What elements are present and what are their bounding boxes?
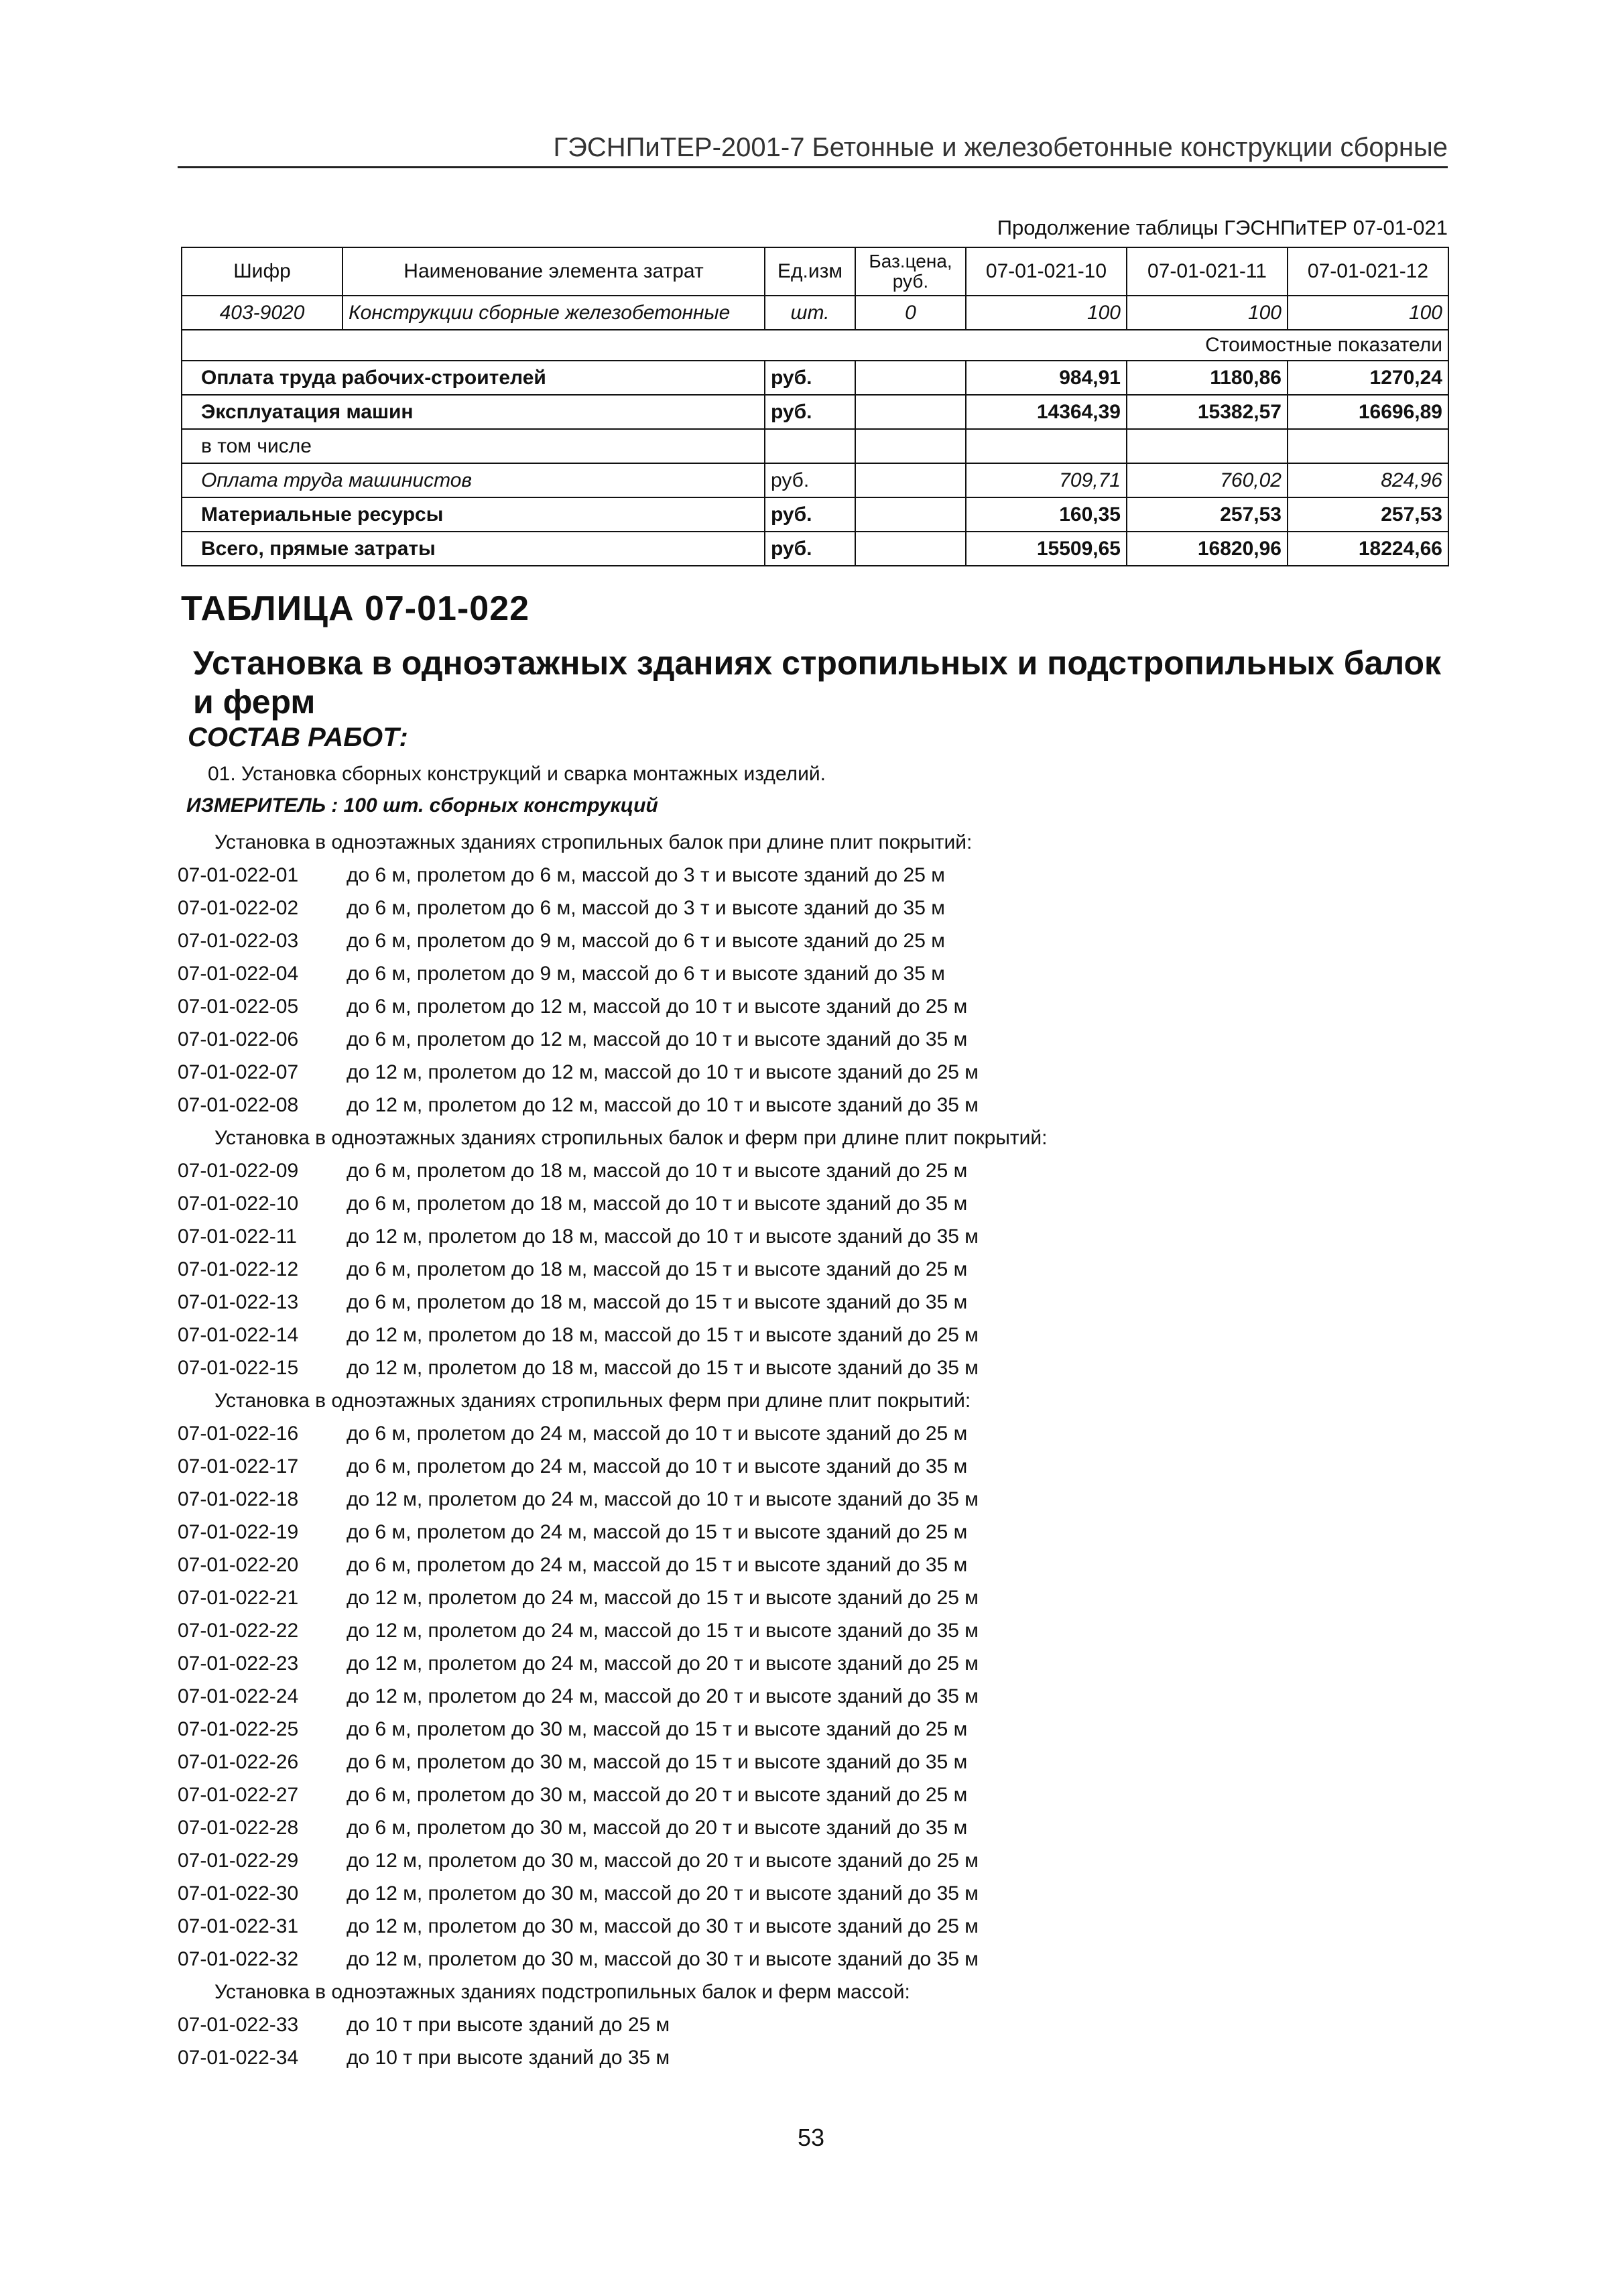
norm-description: до 10 т при высоте зданий до 35 м (347, 2047, 670, 2069)
row-unit: руб. (765, 395, 855, 429)
norm-code: 07-01-022-09 (178, 1160, 299, 1182)
header-col-1: 07-01-021-10 (966, 247, 1127, 296)
norm-row (178, 1811, 1451, 1844)
norm-row (178, 1614, 1451, 1647)
row-unit: руб. (765, 361, 855, 395)
section-row (182, 330, 1448, 361)
norm-description: до 6 м, пролетом до 30 м, массой до 20 т и высоте зданий до 35 м (347, 1817, 968, 1839)
row-c1: 709,71 (966, 463, 1127, 497)
table-row (182, 532, 1448, 566)
norm-row (178, 892, 1451, 924)
norm-row (178, 1844, 1451, 1877)
norm-row (178, 1351, 1451, 1384)
norm-code: 07-01-022-25 (178, 1718, 299, 1740)
header-name: Наименование элемента затрат (342, 247, 765, 296)
norm-row (178, 924, 1451, 957)
norm-code: 07-01-022-17 (178, 1455, 299, 1477)
norm-description: до 6 м, пролетом до 9 м, массой до 6 т и высоте зданий до 25 м (347, 930, 945, 952)
row-base (855, 429, 966, 463)
norm-description: до 6 м, пролетом до 18 м, массой до 15 т и высоте зданий до 35 м (347, 1291, 968, 1313)
row-c1: 160,35 (966, 497, 1127, 532)
norm-description: до 6 м, пролетом до 18 м, массой до 10 т и высоте зданий до 35 м (347, 1193, 968, 1215)
norm-row (178, 1778, 1451, 1811)
norm-row (178, 1253, 1451, 1286)
group-heading: Установка в одноэтажных зданиях стропильных ферм при длине плит покрытий: (214, 1390, 971, 1412)
norm-row (178, 1647, 1451, 1680)
norm-row (178, 1220, 1451, 1253)
material-unit: шт. (765, 296, 855, 330)
norm-row (178, 1319, 1451, 1351)
row-c1: 15509,65 (966, 532, 1127, 566)
norm-code: 07-01-022-26 (178, 1751, 299, 1773)
norm-code: 07-01-022-05 (178, 995, 299, 1018)
norm-code: 07-01-022-32 (178, 1948, 299, 1970)
row-base (855, 532, 966, 566)
norm-row (178, 1450, 1451, 1483)
norm-row (178, 859, 1451, 892)
continuation-caption: Продолжение таблицы ГЭСНПиТЕР 07-01-021 (997, 216, 1448, 239)
row-c1: 984,91 (966, 361, 1127, 395)
norm-code: 07-01-022-10 (178, 1193, 299, 1215)
norm-description: до 12 м, пролетом до 24 м, массой до 20 т и высоте зданий до 35 м (347, 1685, 979, 1707)
table-header-row (182, 247, 1448, 296)
norm-row (178, 1680, 1451, 1713)
norm-description: до 6 м, пролетом до 24 м, массой до 15 т и высоте зданий до 35 м (347, 1554, 968, 1576)
row-c3: 824,96 (1288, 463, 1448, 497)
material-code: 403-9020 (182, 296, 342, 330)
norm-description: до 6 м, пролетом до 12 м, массой до 10 т и высоте зданий до 35 м (347, 1028, 968, 1050)
norm-code: 07-01-022-20 (178, 1554, 299, 1576)
header-col-2: 07-01-021-11 (1127, 247, 1288, 296)
norm-description: до 12 м, пролетом до 30 м, массой до 20 т и высоте зданий до 25 м (347, 1850, 979, 1872)
row-name: Всего, прямые затраты (182, 532, 765, 566)
norm-row (178, 1187, 1451, 1220)
norm-description: до 6 м, пролетом до 6 м, массой до 3 т и высоте зданий до 35 м (347, 897, 945, 919)
material-base-price: 0 (855, 296, 966, 330)
norm-row (178, 1154, 1451, 1187)
norm-description: до 6 м, пролетом до 18 м, массой до 15 т и высоте зданий до 25 м (347, 1258, 968, 1280)
row-base (855, 395, 966, 429)
norm-code: 07-01-022-07 (178, 1061, 299, 1083)
norm-row (178, 2008, 1451, 2041)
header-unit: Ед.изм (765, 247, 855, 296)
norm-code: 07-01-022-21 (178, 1587, 299, 1609)
row-c1: 14364,39 (966, 395, 1127, 429)
norm-row (178, 1877, 1451, 1910)
norm-row (178, 1516, 1451, 1549)
row-c3: 257,53 (1288, 497, 1448, 532)
header-base-price: Баз.цена, руб. (855, 247, 966, 296)
norm-row (178, 1549, 1451, 1581)
group-heading: Установка в одноэтажных зданиях стропильных балок при длине плит покрытий: (214, 831, 973, 853)
norm-description: до 6 м, пролетом до 30 м, массой до 20 т и высоте зданий до 25 м (347, 1784, 968, 1806)
norm-description: до 6 м, пролетом до 9 м, массой до 6 т и высоте зданий до 35 м (347, 963, 945, 985)
norm-description: до 6 м, пролетом до 24 м, массой до 10 т и высоте зданий до 25 м (347, 1423, 968, 1445)
norm-description: до 6 м, пролетом до 12 м, массой до 10 т и высоте зданий до 25 м (347, 995, 968, 1018)
norm-row (178, 990, 1451, 1023)
cost-table (181, 247, 1449, 566)
material-row (182, 296, 1448, 330)
norm-code: 07-01-022-31 (178, 1915, 299, 1937)
row-c3 (1288, 429, 1448, 463)
row-unit: руб. (765, 463, 855, 497)
material-name: Конструкции сборные железобетонные (342, 296, 765, 330)
row-base (855, 497, 966, 532)
norm-row (178, 1746, 1451, 1778)
norm-row (178, 1023, 1451, 1056)
table-row (182, 429, 1448, 463)
norm-description: до 6 м, пролетом до 24 м, массой до 15 т и высоте зданий до 25 м (347, 1521, 968, 1543)
norm-description: до 6 м, пролетом до 6 м, массой до 3 т и высоте зданий до 25 м (347, 864, 945, 886)
row-name: Оплата труда рабочих-строителей (182, 361, 765, 395)
norm-code: 07-01-022-18 (178, 1488, 299, 1510)
norm-description: до 6 м, пролетом до 30 м, массой до 15 т и высоте зданий до 25 м (347, 1718, 968, 1740)
row-base (855, 463, 966, 497)
table-subtitle: Установка в одноэтажных зданиях стропильных и подстропильных балок и ферм (193, 644, 1442, 721)
norm-description: до 12 м, пролетом до 24 м, массой до 10 т и высоте зданий до 35 м (347, 1488, 979, 1510)
norm-code: 07-01-022-29 (178, 1850, 299, 1872)
norm-code: 07-01-022-22 (178, 1620, 299, 1642)
work-composition-label: СОСТАВ РАБОТ: (188, 723, 408, 752)
header-col-3: 07-01-021-12 (1288, 247, 1448, 296)
table-row (182, 361, 1448, 395)
norm-row (178, 2041, 1451, 2074)
norm-row (178, 1910, 1451, 1943)
norm-description: до 12 м, пролетом до 30 м, массой до 30 т и высоте зданий до 35 м (347, 1948, 979, 1970)
row-c2: 760,02 (1127, 463, 1288, 497)
row-c2: 16820,96 (1127, 532, 1288, 566)
row-name: Эксплуатация машин (182, 395, 765, 429)
table-row (182, 395, 1448, 429)
row-c1 (966, 429, 1127, 463)
norm-code: 07-01-022-24 (178, 1685, 299, 1707)
norm-code: 07-01-022-14 (178, 1324, 299, 1346)
norm-code: 07-01-022-30 (178, 1882, 299, 1905)
norm-code: 07-01-022-04 (178, 963, 299, 985)
norm-description: до 12 м, пролетом до 30 м, массой до 30 т и высоте зданий до 25 м (347, 1915, 979, 1937)
norm-description: до 6 м, пролетом до 24 м, массой до 10 т и высоте зданий до 35 м (347, 1455, 968, 1477)
norm-code: 07-01-022-06 (178, 1028, 299, 1050)
norm-row (178, 1056, 1451, 1089)
row-name: Материальные ресурсы (182, 497, 765, 532)
norm-code: 07-01-022-28 (178, 1817, 299, 1839)
norm-code: 07-01-022-16 (178, 1423, 299, 1445)
norm-code: 07-01-022-01 (178, 864, 299, 886)
norm-code: 07-01-022-19 (178, 1521, 299, 1543)
work-item: 01. Установка сборных конструкций и сварка монтажных изделий. (208, 763, 826, 785)
row-c2: 15382,57 (1127, 395, 1288, 429)
row-name: в том числе (182, 429, 765, 463)
norm-description: до 12 м, пролетом до 12 м, массой до 10 т и высоте зданий до 35 м (347, 1094, 979, 1116)
row-c3: 1270,24 (1288, 361, 1448, 395)
norm-row (178, 1286, 1451, 1319)
row-name: Оплата труда машинистов (182, 463, 765, 497)
norm-code: 07-01-022-08 (178, 1094, 299, 1116)
table-row (182, 463, 1448, 497)
norm-description: до 12 м, пролетом до 18 м, массой до 10 т и высоте зданий до 35 м (347, 1225, 979, 1248)
norm-code: 07-01-022-33 (178, 2014, 299, 2036)
row-c3: 18224,66 (1288, 532, 1448, 566)
norm-code: 07-01-022-27 (178, 1784, 299, 1806)
page-number: 53 (797, 2124, 825, 2151)
row-c3: 16696,89 (1288, 395, 1448, 429)
norm-row (178, 1581, 1451, 1614)
norm-description: до 12 м, пролетом до 12 м, массой до 10 т и высоте зданий до 25 м (347, 1061, 979, 1083)
norm-code: 07-01-022-11 (178, 1225, 297, 1248)
norm-row (178, 1943, 1451, 1976)
norm-description: до 6 м, пролетом до 18 м, массой до 10 т и высоте зданий до 25 м (347, 1160, 968, 1182)
norm-row (178, 1713, 1451, 1746)
norm-description: до 12 м, пролетом до 24 м, массой до 20 т и высоте зданий до 25 м (347, 1652, 979, 1675)
norm-row (178, 1417, 1451, 1450)
norm-description: до 12 м, пролетом до 30 м, массой до 20 т и высоте зданий до 35 м (347, 1882, 979, 1905)
row-c2: 257,53 (1127, 497, 1288, 532)
material-c1: 100 (966, 296, 1127, 330)
row-c2 (1127, 429, 1288, 463)
section-label: Стоимостные показатели (182, 330, 1448, 361)
norm-description: до 12 м, пролетом до 18 м, массой до 15 т и высоте зданий до 25 м (347, 1324, 979, 1346)
group-heading: Установка в одноэтажных зданиях стропильных балок и ферм при длине плит покрытий: (214, 1127, 1048, 1149)
norm-code: 07-01-022-23 (178, 1652, 299, 1675)
running-header: ГЭСНПиТЕР-2001-7 Бетонные и железобетонные конструкции сборные (178, 129, 1448, 168)
header-code: Шифр (182, 247, 342, 296)
table-row (182, 497, 1448, 532)
norm-description: до 10 т при высоте зданий до 25 м (347, 2014, 670, 2036)
norm-code: 07-01-022-34 (178, 2047, 299, 2069)
norm-description: до 12 м, пролетом до 18 м, массой до 15 т и высоте зданий до 35 м (347, 1357, 979, 1379)
material-c3: 100 (1288, 296, 1448, 330)
row-c2: 1180,86 (1127, 361, 1288, 395)
material-c2: 100 (1127, 296, 1288, 330)
row-unit (765, 429, 855, 463)
norm-description: до 12 м, пролетом до 24 м, массой до 15 т и высоте зданий до 25 м (347, 1587, 979, 1609)
norm-code: 07-01-022-02 (178, 897, 299, 919)
norm-code: 07-01-022-13 (178, 1291, 299, 1313)
norm-list (178, 826, 1451, 2074)
norm-description: до 6 м, пролетом до 30 м, массой до 15 т и высоте зданий до 35 м (347, 1751, 968, 1773)
norm-row (178, 1089, 1451, 1122)
norm-code: 07-01-022-12 (178, 1258, 299, 1280)
norm-row (178, 957, 1451, 990)
row-base (855, 361, 966, 395)
table-title: ТАБЛИЦА 07-01-022 (181, 589, 530, 628)
measure-unit: ИЗМЕРИТЕЛЬ : 100 шт. сборных конструкций (186, 794, 658, 817)
norm-code: 07-01-022-03 (178, 930, 299, 952)
group-heading: Установка в одноэтажных зданиях подстропильных балок и ферм массой: (214, 1981, 910, 2003)
row-unit: руб. (765, 532, 855, 566)
norm-row (178, 1483, 1451, 1516)
row-unit: руб. (765, 497, 855, 532)
norm-description: до 12 м, пролетом до 24 м, массой до 15 т и высоте зданий до 35 м (347, 1620, 979, 1642)
norm-code: 07-01-022-15 (178, 1357, 299, 1379)
